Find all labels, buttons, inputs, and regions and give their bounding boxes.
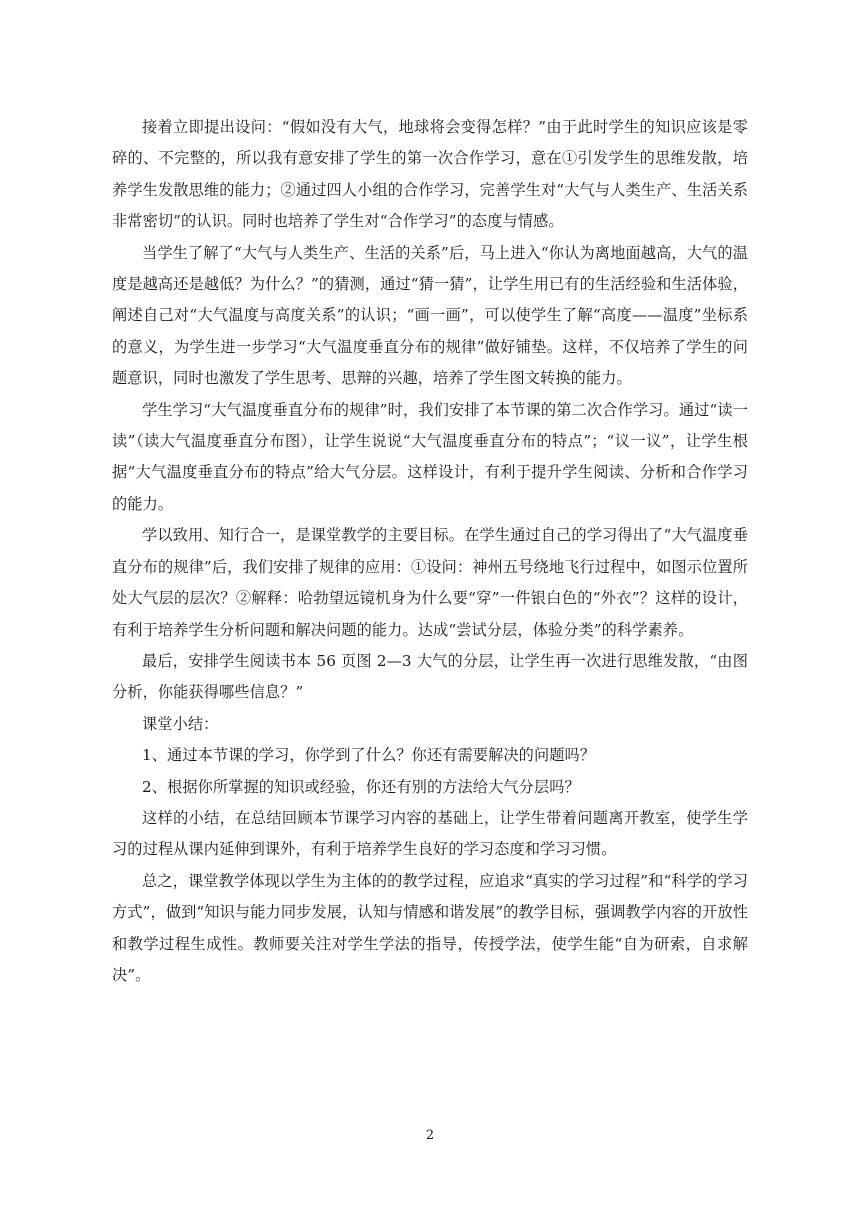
page-number: 2 — [425, 1128, 435, 1143]
paragraph-temperature-guess: 当学生了解了“大气与人类生产、生活的关系”后，马上进入“你认为离地面越高，大气的温度是越高还是越低？为什么？”的猜测，通过“猜一猜”，让学生用已有的生活经验和生活体验，阐述自己对“大气温度与高度关系”的认识；“画一画”，可以使学生了解“高度——温度”坐标系的意义，为学生进一步学习“大气温度垂直分布的规律”做好铺垫。这样，不仅培养了学生的问题意识，同时也激发了学生思考、思辩的兴趣，培养了学生图文转换的能力。 — [112, 243, 748, 388]
paragraph-summary-heading: 课堂小结： — [142, 714, 219, 733]
paragraph-summary-question-2: 2、根据你所掌握的知识或经验，你还有别的方法给大气分层吗？ — [142, 777, 580, 796]
paragraph-summary-explanation: 这样的小结，在总结回顾本节课学习内容的基础上，让学生带着问题离开教室，使学生学习的过程从课内延伸到课外，有利于培养学生良好的学习态度和学习习惯。 — [112, 808, 748, 859]
paragraph-application: 学以致用、知行合一，是课堂教学的主要目标。在学生通过自己的学习得出了“大气温度垂直分布的规律”后，我们安排了规律的应用：①设问：神州五号绕地飞行过程中，如图示位置所处大气层的层次？②解释：哈勃望远镜机身为什么要“穿”一件银白色的“外衣”？这样的设计，有利于培养学生分析问题和解决问题的能力。达成“尝试分层，体验分类”的科学素养。 — [112, 526, 748, 639]
paragraph-summary-question-1: 1、通过本节课的学习，你学到了什么？你还有需要解决的问题吗？ — [142, 746, 596, 765]
paragraph-cooperative-learning-1: 接着立即提出设问：“假如没有大气，地球将会变得怎样？”由于此时学生的知识应该是零碎的、不完整的，所以我有意安排了学生的第一次合作学习，意在①引发学生的思维发散，培养学生发散思维的能力；②通过四人小组的合作学习，完善学生对“大气与人类生产、生活关系非常密切”的认识。同时也培养了学生对“合作学习”的态度与情感。 — [112, 118, 748, 231]
paragraph-conclusion: 总之，课堂教学体现以学生为主体的的教学过程，应追求“真实的学习过程”和“科学的学习方式”，做到“知识与能力同步发展，认知与情感和谐发展”的教学目标，强调教学内容的开放性和教学过程生成性。教师要关注对学生学法的指导，传授学法，使学生能“自为研索，自求解决”。 — [112, 871, 748, 984]
paragraph-reading-figure: 最后，安排学生阅读书本 56 页图 2—3 大气的分层，让学生再一次进行思维发散，“由图分析，你能获得哪些信息？” — [112, 651, 748, 702]
paragraph-cooperative-learning-2: 学生学习“大气温度垂直分布的规律”时，我们安排了本节课的第二次合作学习。通过“读一读”（读大气温度垂直分布图），让学生说说“大气温度垂直分布的特点”；“议一议”，让学生根据“大气温度垂直分布的特点”给大气分层。这样设计，有利于提升学生阅读、分析和合作学习的能力。 — [112, 400, 748, 513]
document-body — [112, 112, 748, 991]
